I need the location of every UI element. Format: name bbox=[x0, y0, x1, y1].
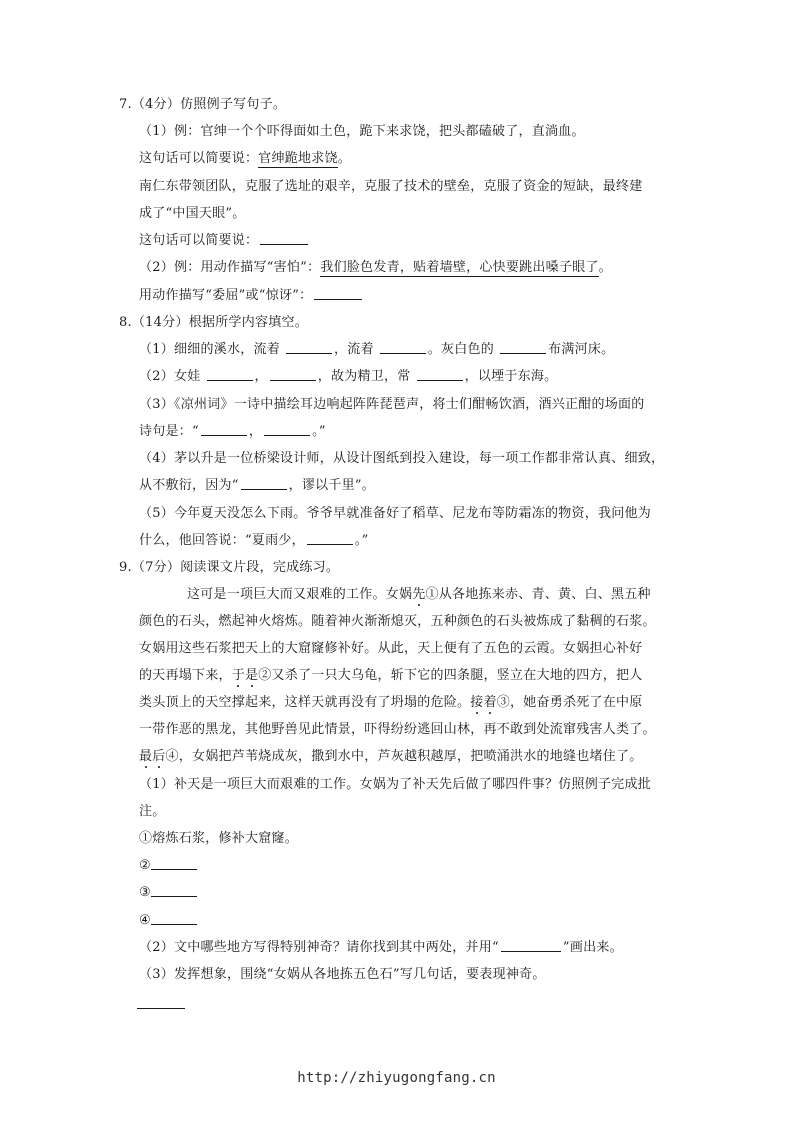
q8-s4-line1: （4）茅以升是一位桥梁设计师，从设计图纸到投入建设，每一项工作都非常认真、细致， bbox=[139, 451, 665, 466]
q7-p2-task-prompt: 用动作描写“委屈”或“惊讶”： bbox=[139, 287, 364, 305]
q9-sub1-line1: （1）补天是一项巨大而艰难的工作。女娲为了补天先后做了哪四件事？仿照例子完成批 bbox=[139, 777, 652, 792]
answer-blank[interactable] bbox=[380, 341, 426, 354]
q7-p1-task-line1: 南仁东带领团队，克服了选址的艰辛，克服了技术的壁垒，克服了资金的短缺，最终建 bbox=[139, 179, 643, 194]
answer-blank[interactable] bbox=[260, 232, 308, 245]
q9-sub1-example: ①熔炼石浆，修补大窟窿。 bbox=[139, 831, 299, 846]
q9-sub1-line2: 注。 bbox=[139, 804, 166, 819]
q9-passage-line6: 一带作恶的黑龙，其他野兽见此情景，吓得纷纷逃回山林，再不敢到处流窜残害人类了。 bbox=[139, 722, 656, 737]
q8-title: 8.（14分）根据所学内容填空。 bbox=[119, 315, 308, 330]
answer-blank[interactable] bbox=[417, 368, 463, 381]
answer-blank[interactable] bbox=[151, 857, 197, 870]
answer-blank[interactable] bbox=[151, 912, 197, 925]
q9-sub2: （2）文中哪些地方写得特别神奇？请你找到其中两处，并用“ ”画出来。 bbox=[139, 940, 623, 955]
answer-blank[interactable] bbox=[264, 423, 310, 436]
q8-s2: （2）女娃 ， ，故为精卫，常 ，以堙于东海。 bbox=[139, 369, 558, 384]
q8-s5-line1: （5）今年夏天没怎么下雨。爷爷早就准备好了稻草、尼龙布等防霜冻的物资，我问他为 bbox=[139, 506, 652, 521]
q8-s5-line2: 什么，他回答说：“夏雨少， 。” bbox=[139, 533, 369, 548]
q7-p1-simplify: 这句话可以简要说：官绅跪地求饶。 bbox=[139, 151, 352, 166]
q9-passage-line5: 类头顶上的天空撑起来，这样天就再没有了坍塌的危险。接着③，她奋勇杀死了在中原 bbox=[139, 695, 643, 710]
answer-blank[interactable] bbox=[270, 368, 316, 381]
q7-p2-example-answer: 我们脸色发青，贴着墙壁，心快要跳出嗓子眼了 bbox=[320, 260, 599, 275]
q7-title: 7.（4分）仿照例子写句子。 bbox=[119, 97, 287, 112]
q9-sub1-item2: ② bbox=[139, 857, 199, 875]
q7-p1-simplify-answer: 官绅跪地求饶 bbox=[258, 151, 338, 166]
q9-passage-line7: 最后④，女娲把芦苇烧成灰，撒到水中，芦灰越积越厚，把喷涌洪水的地缝也堵住了。 bbox=[139, 749, 643, 764]
answer-blank[interactable] bbox=[314, 287, 362, 300]
q8-s3-line1: （3）《凉州词》一诗中描绘耳边响起阵阵琵琶声，将士们酣畅饮酒，酒兴正酣的场面的 bbox=[139, 397, 645, 412]
q9-sub1-item4: ④ bbox=[139, 912, 199, 930]
q9-passage-line1: 这可是一项巨大而又艰难的工作。女娲先①从各地拣来赤、青、黄、白、黑五种 bbox=[187, 587, 651, 602]
q7-p1-task-line2: 成了“中国天眼”。 bbox=[139, 206, 246, 221]
q9-passage-line4: 的天再塌下来，于是②又杀了一只大乌龟，斩下它的四条腿，竖立在大地的四方，把人 bbox=[139, 668, 643, 683]
q8-s1: （1）细细的溪水，流着 ，流着 。灰白色的 布满河床。 bbox=[139, 342, 615, 357]
q8-s4-line2: 从不敷衍，因为“ ，谬以千里”。 bbox=[139, 478, 376, 493]
q9-sub3: （3）发挥想象，围绕“女娲从各地拣五色石”写几句话，要表现神奇。 bbox=[139, 967, 546, 982]
footer-url[interactable]: http://zhiyugongfang.cn bbox=[297, 1070, 496, 1086]
answer-blank[interactable] bbox=[207, 368, 253, 381]
answer-blank[interactable] bbox=[241, 477, 287, 490]
q9-title: 9.（7分）阅读课文片段，完成练习。 bbox=[119, 560, 340, 575]
q9-passage-line3: 女娲用这些石浆把天上的大窟窿修补好。从此，天上便有了五色的云霞。女娲担心补好 bbox=[139, 641, 643, 656]
q9-passage-line2: 颜色的石头，燃起神火熔炼。随着神火渐渐熄灭，五种颜色的石头被炼成了黏稠的石浆。 bbox=[139, 614, 656, 629]
q7-p1-example: （1）例：官绅一个个吓得面如土色，跪下来求饶，把头都磕破了，直淌血。 bbox=[139, 124, 585, 139]
answer-blank[interactable] bbox=[201, 423, 247, 436]
q8-s3-line2: 诗句是：“ ， 。” bbox=[139, 424, 326, 439]
q7-p2-example: （2）例：用动作描写“害怕”：我们脸色发青，贴着墙壁，心快要跳出嗓子眼了。 bbox=[139, 260, 612, 275]
q7-p1-task-prompt: 这句话可以简要说： bbox=[139, 232, 310, 250]
q9-sub3-answer-line bbox=[137, 996, 187, 1014]
answer-blank[interactable] bbox=[137, 996, 185, 1009]
answer-blank[interactable] bbox=[151, 884, 197, 897]
q9-sub1-item3: ③ bbox=[139, 884, 199, 902]
answer-blank[interactable] bbox=[500, 341, 546, 354]
answer-blank[interactable] bbox=[307, 532, 353, 545]
answer-blank[interactable] bbox=[286, 341, 332, 354]
underline-mark-sample bbox=[501, 939, 561, 952]
